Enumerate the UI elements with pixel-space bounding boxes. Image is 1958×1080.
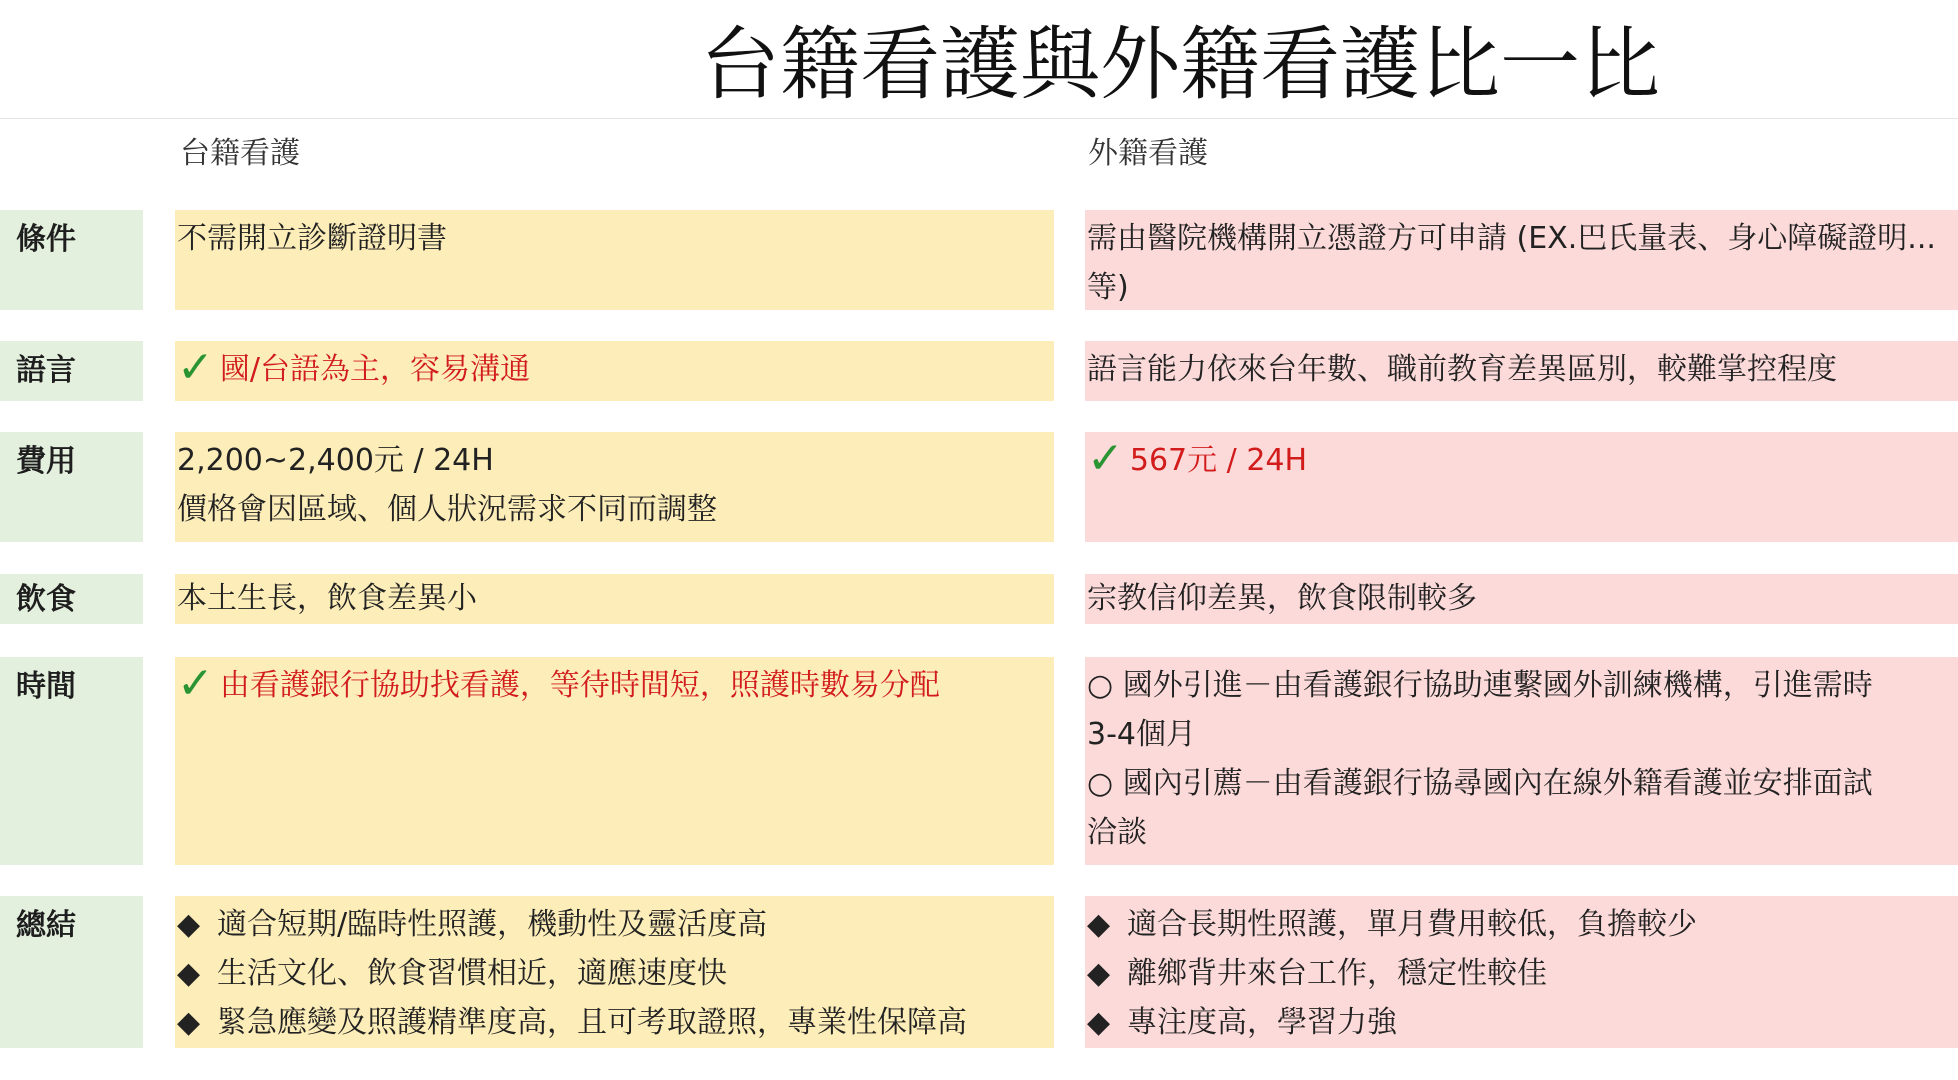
cell-text: 宗教信仰差異，飲食限制較多 (1087, 581, 1477, 616)
summary-item (1087, 900, 1958, 949)
row-time (0, 657, 1958, 865)
column-header-taiwanese: 台籍看護 (180, 136, 300, 171)
diamond-bullet-icon: ◆ (177, 956, 201, 991)
cell-foreign-summary (1085, 896, 1958, 1048)
summary-item-text: 適合短期/臨時性照護，機動性及靈活度高 (217, 907, 768, 942)
cost-value: 2,200~2,400元 / 24H (177, 443, 494, 478)
time-option-overseas: ○ 國外引進－由看護銀行協助連繫國外訓練機構，引進需時 (1087, 668, 1873, 703)
cell-taiwanese-cost (175, 432, 1054, 542)
diamond-bullet-icon: ◆ (1087, 956, 1111, 991)
diamond-bullet-icon: ◆ (1087, 907, 1111, 942)
summary-item (177, 900, 1054, 949)
row-label-diet: 飲食 (0, 574, 143, 624)
row-label-language: 語言 (0, 341, 143, 401)
time-option-domestic-cont: 洽談 (1087, 815, 1147, 850)
summary-item (1087, 998, 1958, 1047)
cost-note: 價格會因區域、個人狀況需求不同而調整 (177, 492, 717, 527)
row-language (0, 341, 1958, 401)
row-summary (0, 896, 1958, 1048)
cell-taiwanese-conditions (175, 210, 1054, 310)
row-diet (0, 574, 1958, 624)
time-option-overseas-cont: 3-4個月 (1087, 717, 1196, 752)
row-label-conditions: 條件 (0, 210, 143, 310)
cell-foreign-conditions (1085, 210, 1958, 310)
summary-item-text: 緊急應變及照護精準度高，且可考取證照，專業性保障高 (217, 1005, 967, 1040)
cell-text-highlight: 由看護銀行協助找看護，等待時間短，照護時數易分配 (219, 668, 940, 703)
row-label-cost: 費用 (0, 432, 143, 542)
row-cost (0, 432, 1958, 542)
row-label-time: 時間 (0, 657, 143, 865)
cell-text: 本土生長，飲食差異小 (177, 581, 477, 616)
cell-text: 語言能力依來台年數、職前教育差異區別，較難掌控程度 (1087, 352, 1837, 387)
check-icon: ✓ (177, 342, 214, 393)
summary-item-text: 適合長期性照護，單月費用較低，負擔較少 (1127, 907, 1697, 942)
cell-taiwanese-summary (175, 896, 1054, 1048)
page-title: 台籍看護與外籍看護比一比 (700, 18, 1660, 111)
summary-item (1087, 949, 1958, 998)
summary-item-text: 專注度高，學習力強 (1127, 1005, 1397, 1040)
cell-foreign-language (1085, 341, 1958, 401)
cell-text-highlight: 567元 / 24H (1129, 443, 1308, 478)
cell-taiwanese-time (175, 657, 1054, 865)
summary-item-text: 生活文化、飲食習慣相近，適應速度快 (217, 956, 727, 991)
summary-item-text: 離鄉背井來台工作，穩定性較佳 (1127, 956, 1547, 991)
check-icon: ✓ (1087, 433, 1124, 484)
diamond-bullet-icon: ◆ (177, 1005, 201, 1040)
cell-text: 需由醫院機構開立憑證方可申請 (EX.巴氏量表、身心障礙證明...等) (1087, 221, 1936, 305)
cell-foreign-cost (1085, 432, 1958, 542)
cell-taiwanese-diet (175, 574, 1054, 624)
row-conditions (0, 210, 1958, 310)
cell-foreign-diet (1085, 574, 1958, 624)
summary-item (177, 998, 1054, 1047)
check-icon: ✓ (177, 658, 214, 709)
time-option-domestic: ○ 國內引薦－由看護銀行協尋國內在線外籍看護並安排面試 (1087, 766, 1873, 801)
row-label-summary: 總結 (0, 896, 143, 1048)
diamond-bullet-icon: ◆ (177, 907, 201, 942)
header-divider (0, 118, 1958, 119)
cell-text: 不需開立診斷證明書 (177, 221, 447, 256)
cell-foreign-time (1085, 657, 1958, 865)
cell-text-highlight: 國/台語為主，容易溝通 (219, 352, 530, 387)
column-header-foreign: 外籍看護 (1088, 136, 1208, 171)
summary-item (177, 949, 1054, 998)
diamond-bullet-icon: ◆ (1087, 1005, 1111, 1040)
cell-taiwanese-language (175, 341, 1054, 401)
